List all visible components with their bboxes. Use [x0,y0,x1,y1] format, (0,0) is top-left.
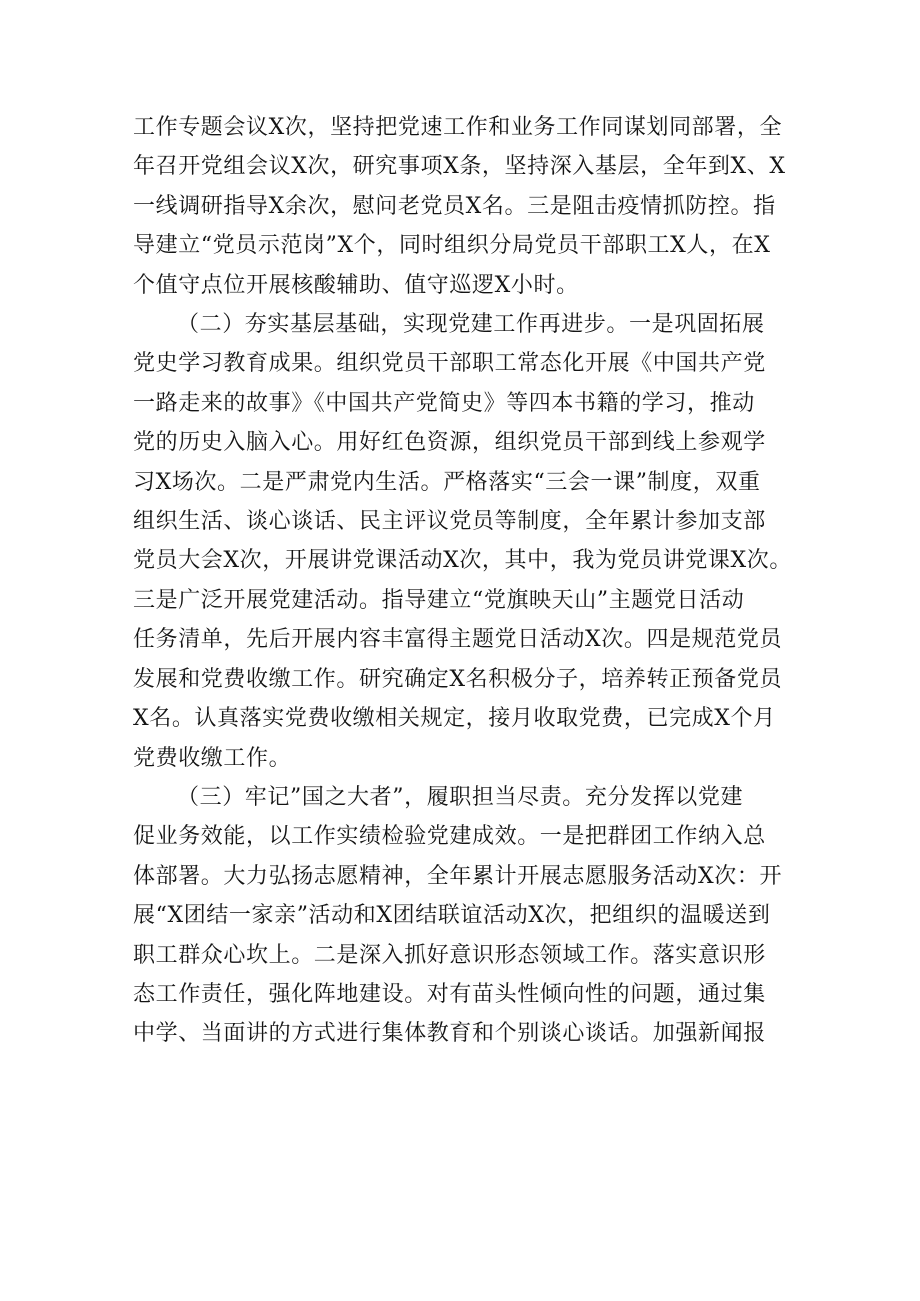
document-body [133,108,795,1054]
text-line: 年召开党组会议X次，研究事项X条，坚持深入基层，全年到X、X [133,154,786,180]
paragraph-section-two [133,305,795,778]
text-line: 习X场次。二是严肃党内生活。严格落实“三会一课”制度，双重 [133,469,761,495]
text-line: 中学、当面讲的方式进行集体教育和个别谈心谈话。加强新闻报 [133,1021,766,1047]
text-line: X名。认真落实党费收缴相关规定，接月收取党费，已完成X个月 [133,706,776,732]
text-line: 展“X团结一家亲”活动和X团结联谊活动X次，把组织的温暖送到 [133,903,771,929]
text-line: 发展和党费收缴工作。研究确定X名积极分子，培养转正预备党员 [133,666,783,692]
text-line: 组织生活、谈心谈话、民主评议党员等制度，全年累计参加支部 [133,509,766,535]
text-line: 导建立“党员示范岗”X个，同时组织分局党员干部职工X人，在X [133,233,771,259]
text-line: 态工作责任，强化阵地建设。对有苗头性倾向性的问题，通过集 [133,981,766,1007]
text-line: 个值守点位开展核酸辅助、值守巡逻X小时。 [133,272,579,298]
text-line: 党史学习教育成果。组织党员干部职工常态化开展《中国共产党 [133,351,766,377]
text-line: 职工群众心坎上。二是深入抓好意识形态领域工作。落实意识形 [133,942,766,968]
text-line: 三是广泛开展党建活动。指导建立“党旗映天山”主题党日活动 [133,587,745,613]
text-line: 党费收缴工作。 [133,745,292,771]
text-line: 党的历史入脑入心。用好红色资源，组织党员干部到线上参观学 [133,430,766,456]
text-line: 一路走来的故事》《中国共产党简史》等四本书籍的学习，推动 [133,390,755,416]
text-line: 体部署。大力弘扬志愿精神，全年累计开展志愿服务活动X次：开 [133,863,783,889]
text-line: 任务清单，先后开展内容丰富得主题党日活动X次。四是规范党员 [133,627,783,653]
text-line: 促业务效能，以工作实绩检验党建成效。一是把群团工作纳入总 [133,824,766,850]
paragraph-work-summary [133,108,795,305]
paragraph-section-three [133,778,795,1054]
text-line: 一线调研指导X余次，慰问老党员X名。三是阻击疫情抓防控。指 [133,193,776,219]
text-line: （二）夯实基层基础，实现党建工作再进步。一是巩固拓展 [177,312,765,338]
text-line: （三）牢记”国之大者”，履职担当尽责。充分发挥以党建 [177,784,744,810]
text-line: 工作专题会议X次，坚持把党速工作和业务工作同谋划同部署，全 [133,115,783,140]
text-line: 党员大会X次，开展讲党课活动X次，其中，我为党员讲党课X次。 [133,548,792,574]
